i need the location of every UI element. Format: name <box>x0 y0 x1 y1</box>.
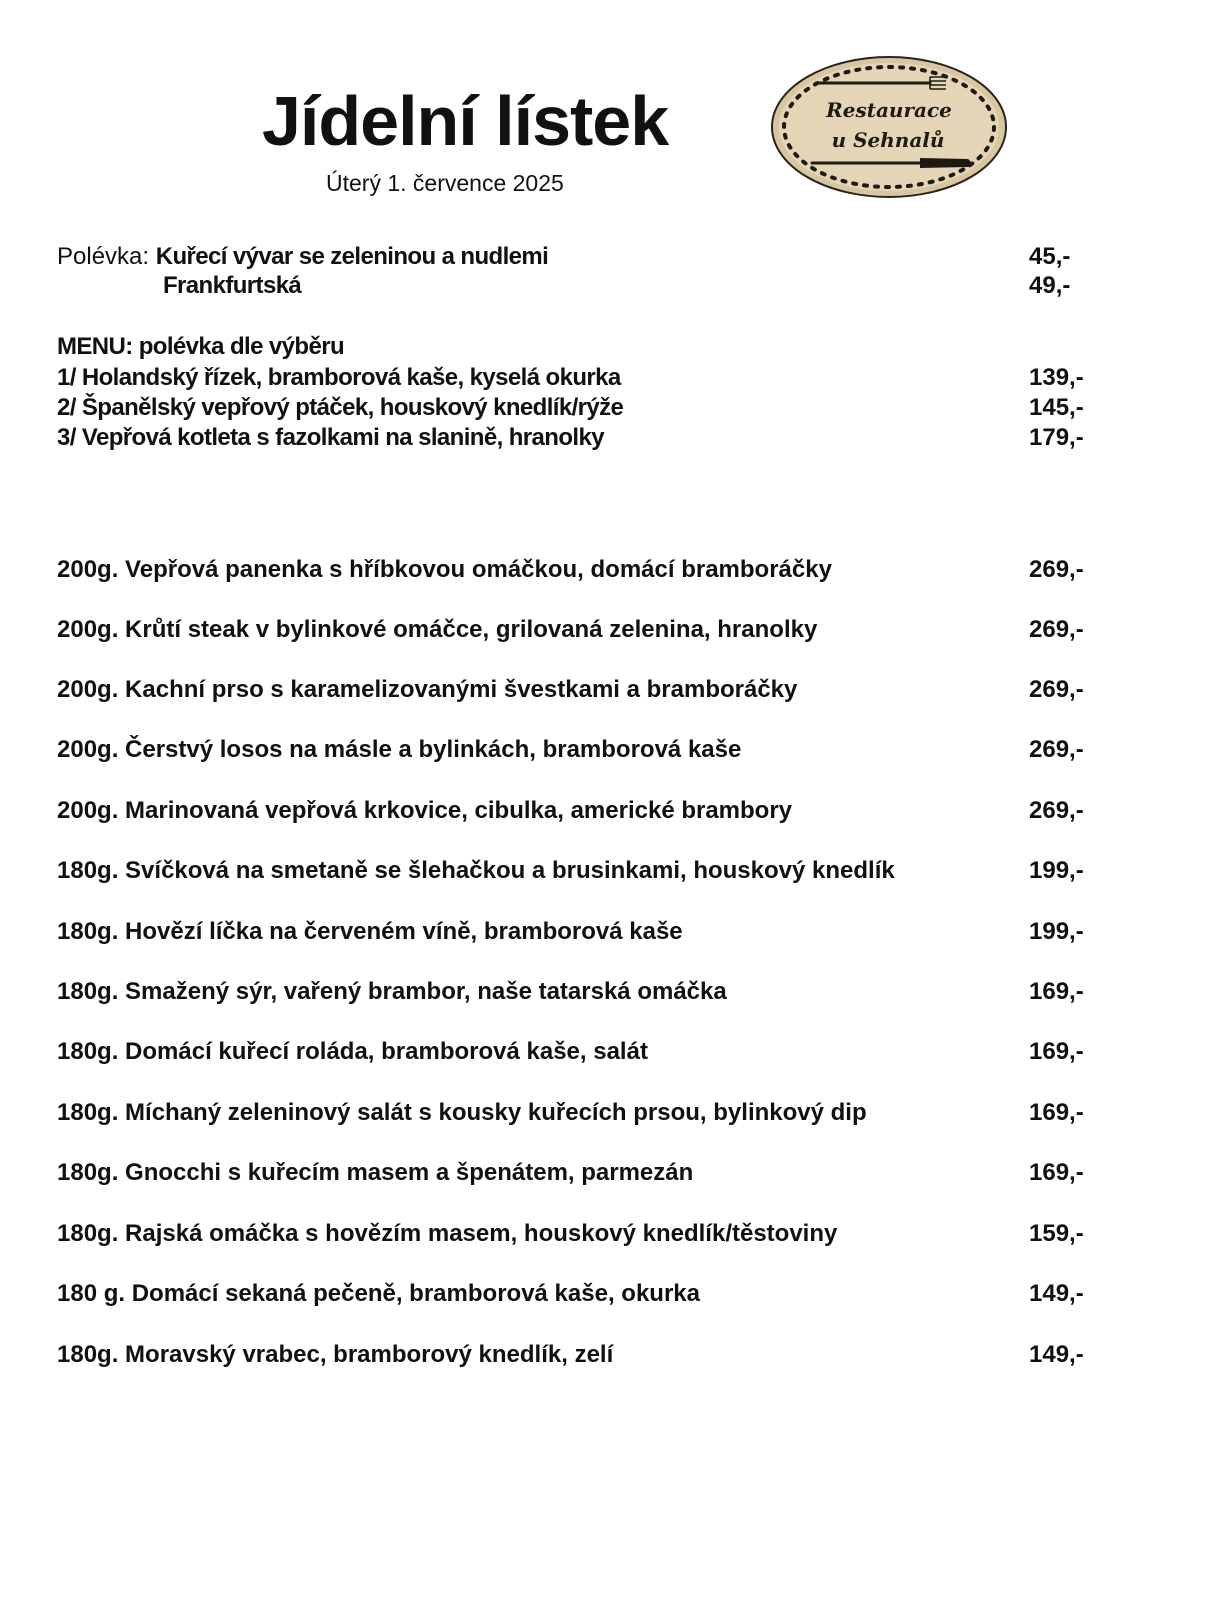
dish-row <box>57 1157 1097 1189</box>
soup-row <box>57 241 1097 273</box>
dish-price: 199,- <box>1029 857 1084 884</box>
dish-row <box>57 1339 1097 1371</box>
dish-row <box>57 614 1097 646</box>
dish-row <box>57 1036 1097 1068</box>
dish-name: 180g. Moravský vrabec, bramborový knedlík, zelí <box>57 1341 614 1368</box>
dish-name: 180g. Hovězí líčka na červeném víně, bramborová kaše <box>57 918 683 945</box>
dish-name: 200g. Čerstvý losos na másle a bylinkách, bramborová kaše <box>57 736 742 763</box>
menu-item <box>57 392 1097 424</box>
dish-row <box>57 916 1097 948</box>
dish-row <box>57 554 1097 586</box>
dish-price: 199,- <box>1029 918 1084 945</box>
dish-name: 180g. Rajská omáčka s hovězím masem, houskový knedlík/těstoviny <box>57 1220 838 1247</box>
dish-name: 180 g. Domácí sekaná pečeně, bramborová kaše, okurka <box>57 1280 700 1307</box>
dish-row <box>57 674 1097 706</box>
dish-name: 180g. Svíčková na smetaně se šlehačkou a brusinkami, houskový knedlík <box>57 857 895 884</box>
menu-item-name: 3/ Vepřová kotleta s fazolkami na slanině, hranolky <box>57 424 604 451</box>
dish-name: 180g. Míchaný zeleninový salát s kousky kuřecích prsou, bylinkový dip <box>57 1099 867 1126</box>
dish-price: 269,- <box>1029 797 1084 824</box>
dish-row <box>57 1278 1097 1310</box>
dish-row <box>57 1097 1097 1129</box>
menu-item <box>57 422 1097 454</box>
dish-row <box>57 795 1097 827</box>
dish-name: 200g. Krůtí steak v bylinkové omáčce, grilovaná zelenina, hranolky <box>57 616 818 643</box>
menu-date: Úterý 1. července 2025 <box>326 170 564 196</box>
dish-price: 159,- <box>1029 1220 1084 1247</box>
menu-item-name: 2/ Španělský vepřový ptáček, houskový knedlík/rýže <box>57 394 624 421</box>
dish-name: 200g. Marinovaná vepřová krkovice, cibulka, americké brambory <box>57 797 793 824</box>
soup-row <box>57 270 1097 302</box>
dish-row <box>57 855 1097 887</box>
menu-item <box>57 362 1097 394</box>
soup-name: Frankfurtská <box>163 272 302 299</box>
dish-row <box>57 1218 1097 1250</box>
soup-label: Polévka: <box>57 243 150 270</box>
dish-price: 149,- <box>1029 1280 1084 1307</box>
dish-price: 269,- <box>1029 556 1084 583</box>
menu-item-name: 1/ Holandský řízek, bramborová kaše, kyselá okurka <box>57 364 621 391</box>
dish-price: 269,- <box>1029 676 1084 703</box>
restaurant-logo <box>770 55 1008 200</box>
dish-price: 269,- <box>1029 736 1084 763</box>
soup-name: Kuřecí vývar se zeleninou a nudlemi <box>155 243 549 270</box>
soup-price: 49,- <box>1029 272 1071 299</box>
dish-name: 200g. Kachní prso s karamelizovanými švestkami a bramboráčky <box>57 676 798 703</box>
dish-name: 180g. Gnocchi s kuřecím masem a špenátem, parmezán <box>57 1159 694 1186</box>
dish-row <box>57 734 1097 766</box>
soup-price: 45,- <box>1029 243 1071 270</box>
page-title: Jídelní lístek <box>262 82 669 160</box>
dish-price: 169,- <box>1029 1159 1084 1186</box>
dish-price: 169,- <box>1029 1099 1084 1126</box>
menu-item-price: 179,- <box>1029 424 1084 451</box>
menu-item-price: 145,- <box>1029 394 1084 421</box>
dish-name: 180g. Domácí kuřecí roláda, bramborová kaše, salát <box>57 1038 648 1065</box>
dish-price: 169,- <box>1029 978 1084 1005</box>
logo-text-line1: Restaurace <box>826 98 952 122</box>
menu-item-price: 139,- <box>1029 364 1084 391</box>
dish-price: 149,- <box>1029 1341 1084 1368</box>
menu-heading: MENU: polévka dle výběru <box>57 333 345 360</box>
logo-text-line2: u Sehnalů <box>831 128 945 152</box>
logo-badge <box>770 55 1008 200</box>
dish-name: 180g. Smažený sýr, vařený brambor, naše tatarská omáčka <box>57 978 727 1005</box>
dish-row <box>57 976 1097 1008</box>
dish-price: 169,- <box>1029 1038 1084 1065</box>
dish-price: 269,- <box>1029 616 1084 643</box>
dish-name: 200g. Vepřová panenka s hříbkovou omáčkou, domácí bramboráčky <box>57 556 832 583</box>
